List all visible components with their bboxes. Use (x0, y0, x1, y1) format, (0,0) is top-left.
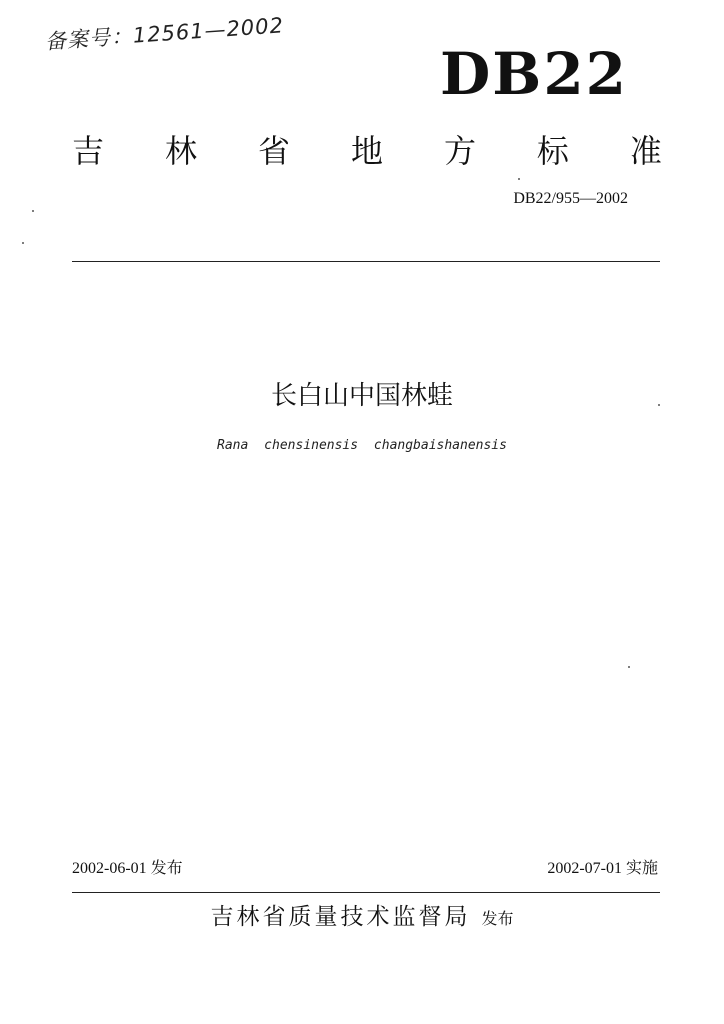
standard-type-heading (72, 126, 662, 172)
publisher-suffix: 发布 (481, 909, 514, 928)
standard-type-char: 准 (629, 132, 662, 170)
bottom-divider (72, 892, 660, 893)
standard-number: DB22/955—2002 (513, 190, 628, 207)
latin-species-name: Rana chensinensis changbaishanensis (217, 438, 507, 453)
standard-type-char: 省 (257, 132, 290, 170)
scan-speck (22, 242, 24, 244)
standard-type-char: 方 (443, 132, 476, 170)
scan-speck (518, 178, 520, 180)
top-divider (72, 261, 660, 262)
publisher-line (0, 898, 724, 931)
implementation-label: 实施 (625, 860, 658, 877)
scan-speck (32, 210, 34, 212)
handwritten-registration-note: 备案号：12561—2002 (44, 13, 285, 54)
standard-type-char: 林 (164, 132, 197, 170)
document-title: 长白山中国林蛙 (270, 381, 453, 411)
publisher-org: 吉林省质量技术监督局 (210, 904, 471, 930)
implementation-date-line (547, 855, 658, 878)
scan-speck (628, 666, 630, 668)
issue-label: 发布 (150, 860, 183, 877)
scan-speck (658, 404, 660, 406)
standard-type-char: 吉 (72, 132, 105, 170)
standard-type-char: 标 (536, 132, 569, 170)
issue-date: 2002-06-01 (72, 860, 147, 877)
standard-type-char: 地 (350, 132, 383, 170)
issue-date-line (72, 855, 183, 878)
implementation-date: 2002-07-01 (547, 860, 622, 877)
standard-code: DB22 (440, 40, 629, 108)
